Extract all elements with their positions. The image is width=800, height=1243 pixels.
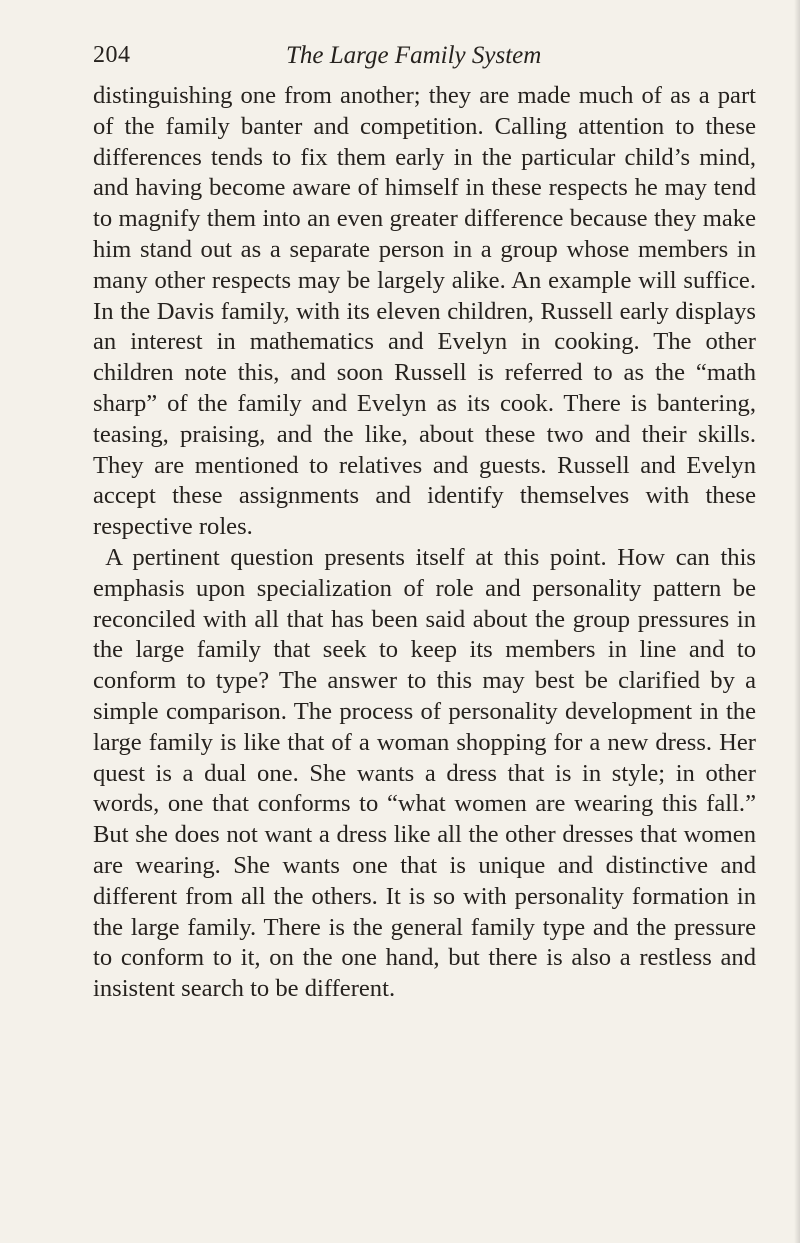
paragraph-2: A pertinent question presents itself at this point. How can this emphasis upon specialization of role and personality pattern be reconciled with all that has been said about the group pressures in the large family that seek to keep its members in line and to conform to type? The answer to this may best be clarified by a simple comparison. The process of personality development in the large family is like that of a woman shopping for a new dress. Her quest is a dual one. She wants a dress that is in style; in other words, one that conforms to “what women are wearing this fall.” But she does not want a dress like all the other dresses that women are wearing. She wants one that is unique and distinctive and different from all the others. It is so with personality formation in the large family. There is the general family type and the pressure to conform to it, on the one hand, but there is also a restless and insistent search to be different.: [93, 543, 756, 1003]
page-header: [93, 38, 756, 78]
paragraph-1: distinguishing one from another; they are made much of as a part of the family banter and competition. Calling attention to these differences tends to fix them early in the particular child’s mind, and having become aware of himself in these respects he may tend to magnify them into an even greater difference because they make him stand out as a separate person in a group whose members in many other respects may be largely alike. An example will suffice. In the Davis family, with its eleven children, Russell early displays an interest in mathematics and Evelyn in cooking. The other children note this, and soon Russell is referred to as the “math sharp” of the family and Evelyn as its cook. There is bantering, teasing, praising, and the like, about these two and their skills. They are mentioned to relatives and guests. Russell and Evelyn accept these assignments and identify themselves with these respective roles.: [93, 82, 756, 541]
body-text: [93, 81, 756, 1005]
page-number: 204: [93, 42, 131, 68]
running-title: The Large Family System: [286, 42, 542, 69]
page-edge-shadow: [794, 0, 800, 1243]
